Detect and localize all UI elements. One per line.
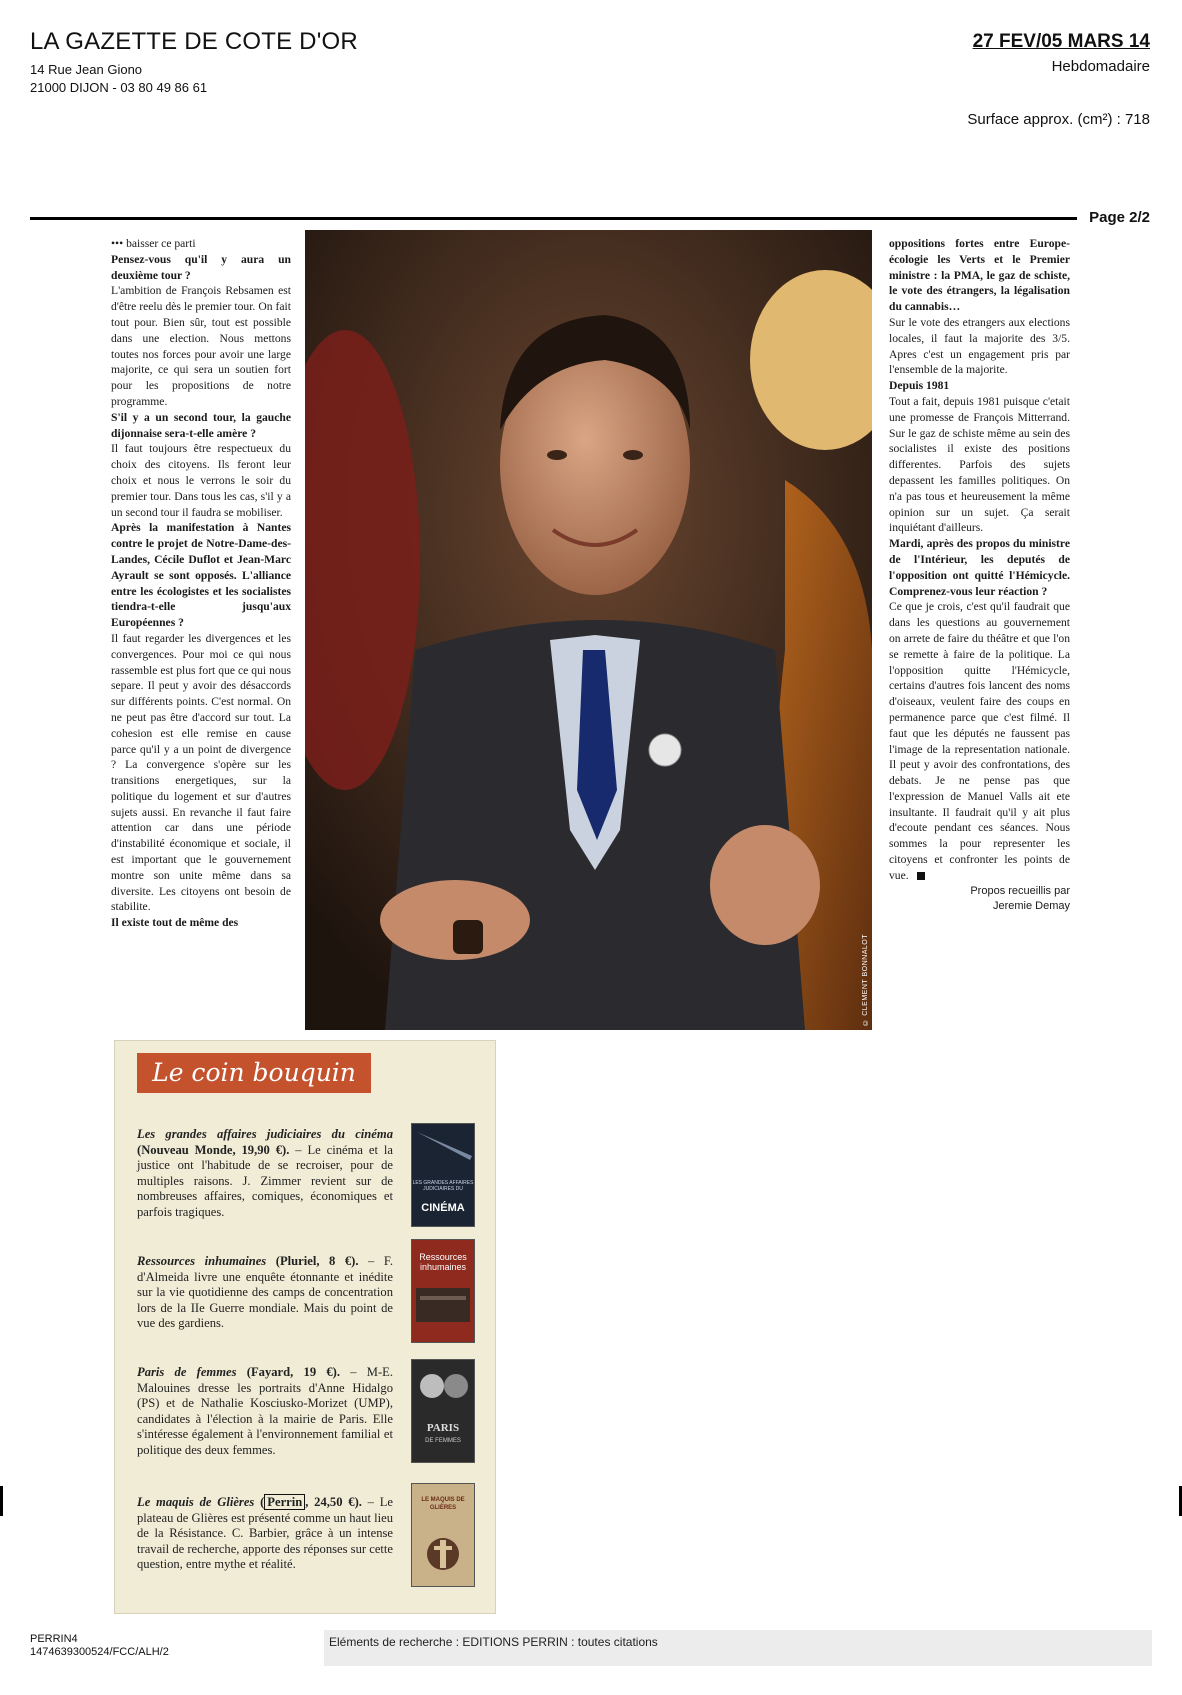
book-cover-title: Ressources inhumaines: [419, 1252, 467, 1272]
book-cover-title: LE MAQUIS DE GLIÈRES: [421, 1497, 465, 1511]
left-margin-mark: [0, 1486, 3, 1516]
publication-name: LA GAZETTE DE COTE D'OR: [30, 28, 358, 55]
end-of-article-icon: [917, 872, 925, 880]
col-right-p5-text: Ce que je crois, c'est qu'il faudrait que dans les questions au gouvernement on arrete de faire du théâtre et que l'on se remette à faire de la politique. La l'opposition quitte l'Hémicycle, certains d'autres fois lancent des noms d'oiseaux, veulent faire des coups en permanence parce que c'est filmé. Il faut que les députés ne faussent pas l'image de la representation nationale. Il peut y avoir des confrontations, des debats. Je ne pense pas que l'expression de Manuel Valls ait ete insultante. Il faudrait qu'il y ait plus d'ecoute pendant ces séances. Nous sommes la pour representer les citoyens et confronter les points de vue.: [889, 600, 1070, 882]
book-publisher-open: (: [254, 1495, 265, 1509]
book-item-paris: [137, 1365, 393, 1458]
header-rule: [30, 217, 1077, 220]
book-cover-title: PARIS: [426, 1422, 460, 1434]
col-right-q4: Mardi, après des propos du ministre de l'Intérieur, les deputés de l'opposition ont quitté l'Hémicycle. Comprenez-vous leur réaction ?: [889, 537, 1070, 598]
book-title: Paris de femmes: [137, 1365, 237, 1379]
footer-code: 1474639300524/FCC/ALH/2: [30, 1646, 169, 1658]
article-column-left: [111, 236, 291, 1026]
col-left-q5: Après la manifestation à Nantes contre le projet de Notre-Dame-des-Landes, Cécile Duflot et Jean-Marc Ayrault se sont opposés. L'alliance entre les écologistes et les socialistes tiendra-t-elle jusqu'aux Européennes ?: [111, 521, 291, 630]
book-publisher-price: , 24,50 €).: [305, 1495, 362, 1509]
book-description: – Le cinéma et la justice ont l'habitude de se recroiser, pour de multiples raisons. J. Zimmer revient sur de nombreuses affaires, comiques, économiques et parfois tragiques.: [137, 1142, 393, 1219]
footer-reference: PERRIN4: [30, 1633, 78, 1645]
col-left-p2: L'ambition de François Rebsamen est d'être reelu dès le premier tour. On fait tout pour. Bien sûr, tout est possible dans une election. Nous mettons toutes nos forces pour avoir une large majorite, ce qui sera un soutien fort pour les propositions de notre programme.: [111, 284, 291, 408]
col-right-p3: Tout a fait, depuis 1981 puisque c'etait une promesse de François Mitterrand. Sur le gaz de schiste même au sein des socialistes il existe des positions differentes. Parfois des sujets depassent les familles politiques. On n'a pas tous et heureusement la même opinion sur un sujet. Ça serait inquiétant d'ailleurs.: [889, 394, 1070, 535]
book-cover-cinema: [411, 1123, 475, 1227]
col-right-p1: Sur le vote des etrangers aux elections locales, il faut la majorite des 3/5. Apres c'est un engagement pris par l'ensemble de la majorite.: [889, 315, 1070, 377]
col-left-p0: ••• baisser ce parti: [111, 237, 196, 250]
book-item-glieres: [137, 1495, 393, 1573]
col-left-p6: Il faut regarder les divergences et les convergences. Pour moi ce qui nous rassemble est plus fort que ce qui nous separe. Il peut y avoir des désaccords sur différents points. C'est normal. On ne peut pas être d'accord sur tout. La cohesion est elle remise en cause parce qu'il y a un point de divergence ? La convergence s'opère sur les transitions energetiques, sur la politique du logement et sur d'autres sujets aussi. En revanche il faut faire attention car dans une période d'instabilité économique et sociale, il est important que le gouvernement montre son unite même dans sa diversite. Les citoyens ont besoin de stabilite.: [111, 631, 291, 914]
book-title: Ressources inhumaines: [137, 1254, 267, 1268]
footer-search-box: [324, 1630, 1152, 1666]
book-description: – Le plateau de Glières est présenté comme un haut lieu de la Résistance. C. Barbier, grâce à un intense travail de recherche, apporte des réponses sur cette question, entre mythe et réalité.: [137, 1495, 394, 1571]
col-left-q3: S'il y a un second tour, la gauche dijonnaise sera-t-elle amère ?: [111, 410, 291, 440]
article-photo: [305, 230, 872, 1030]
book-cover-ressources: [411, 1239, 475, 1343]
col-left-p4: Il faut toujours être respectueux du choix des citoyens. Ils feront leur choix et nous le verrons le soir du premier tour. Dans tous les cas, s'il y a un second tour il faudra se mobiliser.: [111, 442, 291, 519]
col-right-p5: [889, 599, 1070, 883]
book-corner-title: Le coin bouquin: [137, 1053, 371, 1093]
signature-author: Jeremie Demay: [992, 900, 1070, 913]
book-title: Le maquis de Glières: [137, 1495, 255, 1509]
two-portraits-icon: [412, 1360, 474, 1420]
col-right-q2: Depuis 1981: [889, 379, 950, 393]
surface-area: Surface approx. (cm²) : 718: [967, 111, 1150, 128]
book-publisher: (Fayard, 19 €).: [236, 1365, 340, 1379]
highlighted-publisher: Perrin: [264, 1494, 305, 1510]
book-item-cinema: [137, 1127, 393, 1220]
publication-frequency: Hebdomadaire: [1051, 58, 1150, 75]
book-item-ressources: [137, 1254, 393, 1332]
col-left-q7: Il existe tout de même des: [111, 916, 239, 930]
book-corner-box: [114, 1040, 496, 1614]
photo-credit: © CLEMENT BONNALOT: [862, 934, 869, 1026]
book-cover-glieres: [411, 1483, 475, 1587]
book-cover-subtitle: DE FEMMES: [425, 1438, 461, 1444]
book-description: – M-E. Malouines dresse les portraits d'Anne Hidalgo (PS) et de Nathalie Kosciusko-Morizet (UMP), candidates à l'élection à la mairie de Paris. Elle s'intéresse également à l'environnement familial et politique des deux femmes.: [137, 1365, 394, 1457]
col-left-q1: Pensez-vous qu'il y aura un deuxième tour ?: [111, 252, 291, 282]
signature-intro: Propos recueillis par: [970, 884, 1070, 897]
book-title: Les grandes affaires judiciaires du cinéma: [137, 1127, 393, 1141]
footer-search-terms: Eléments de recherche : EDITIONS PERRIN : toutes citations: [329, 1635, 658, 1649]
book-publisher: (Pluriel, 8 €).: [266, 1254, 359, 1268]
portrait-illustration: [305, 230, 872, 1030]
book-cover-subtitle: LES GRANDES AFFAIRES JUDICIAIRES DU: [412, 1180, 474, 1192]
col-right-q0: oppositions fortes entre Europe-écologie les Verts et le Premier ministre : la PMA, le gaz de schiste, le vote des étrangers, la légalisation du cannabis…: [889, 237, 1070, 314]
book-cover-paris: [411, 1359, 475, 1463]
book-publisher: (Nouveau Monde, 19,90 €).: [137, 1142, 290, 1157]
publication-city-phone: 21000 DIJON - 03 80 49 86 61: [30, 80, 208, 95]
light-beam-icon: [412, 1124, 474, 1184]
campaign-badge-icon: [649, 734, 681, 766]
article-column-right: [889, 236, 1070, 1026]
book-cover-title: CINÉMA: [421, 1202, 465, 1214]
issue-date: 27 FEV/05 MARS 14: [972, 31, 1150, 52]
publication-address: 14 Rue Jean Giono: [30, 62, 143, 77]
book-description: – F. d'Almeida livre une enquête étonnante et inédite sur la vie quotidienne des camps de concentration lors de la IIe Guerre mondiale. Mais du point de vue des gardiens.: [137, 1254, 393, 1330]
page-number: Page 2/2: [1083, 209, 1150, 226]
